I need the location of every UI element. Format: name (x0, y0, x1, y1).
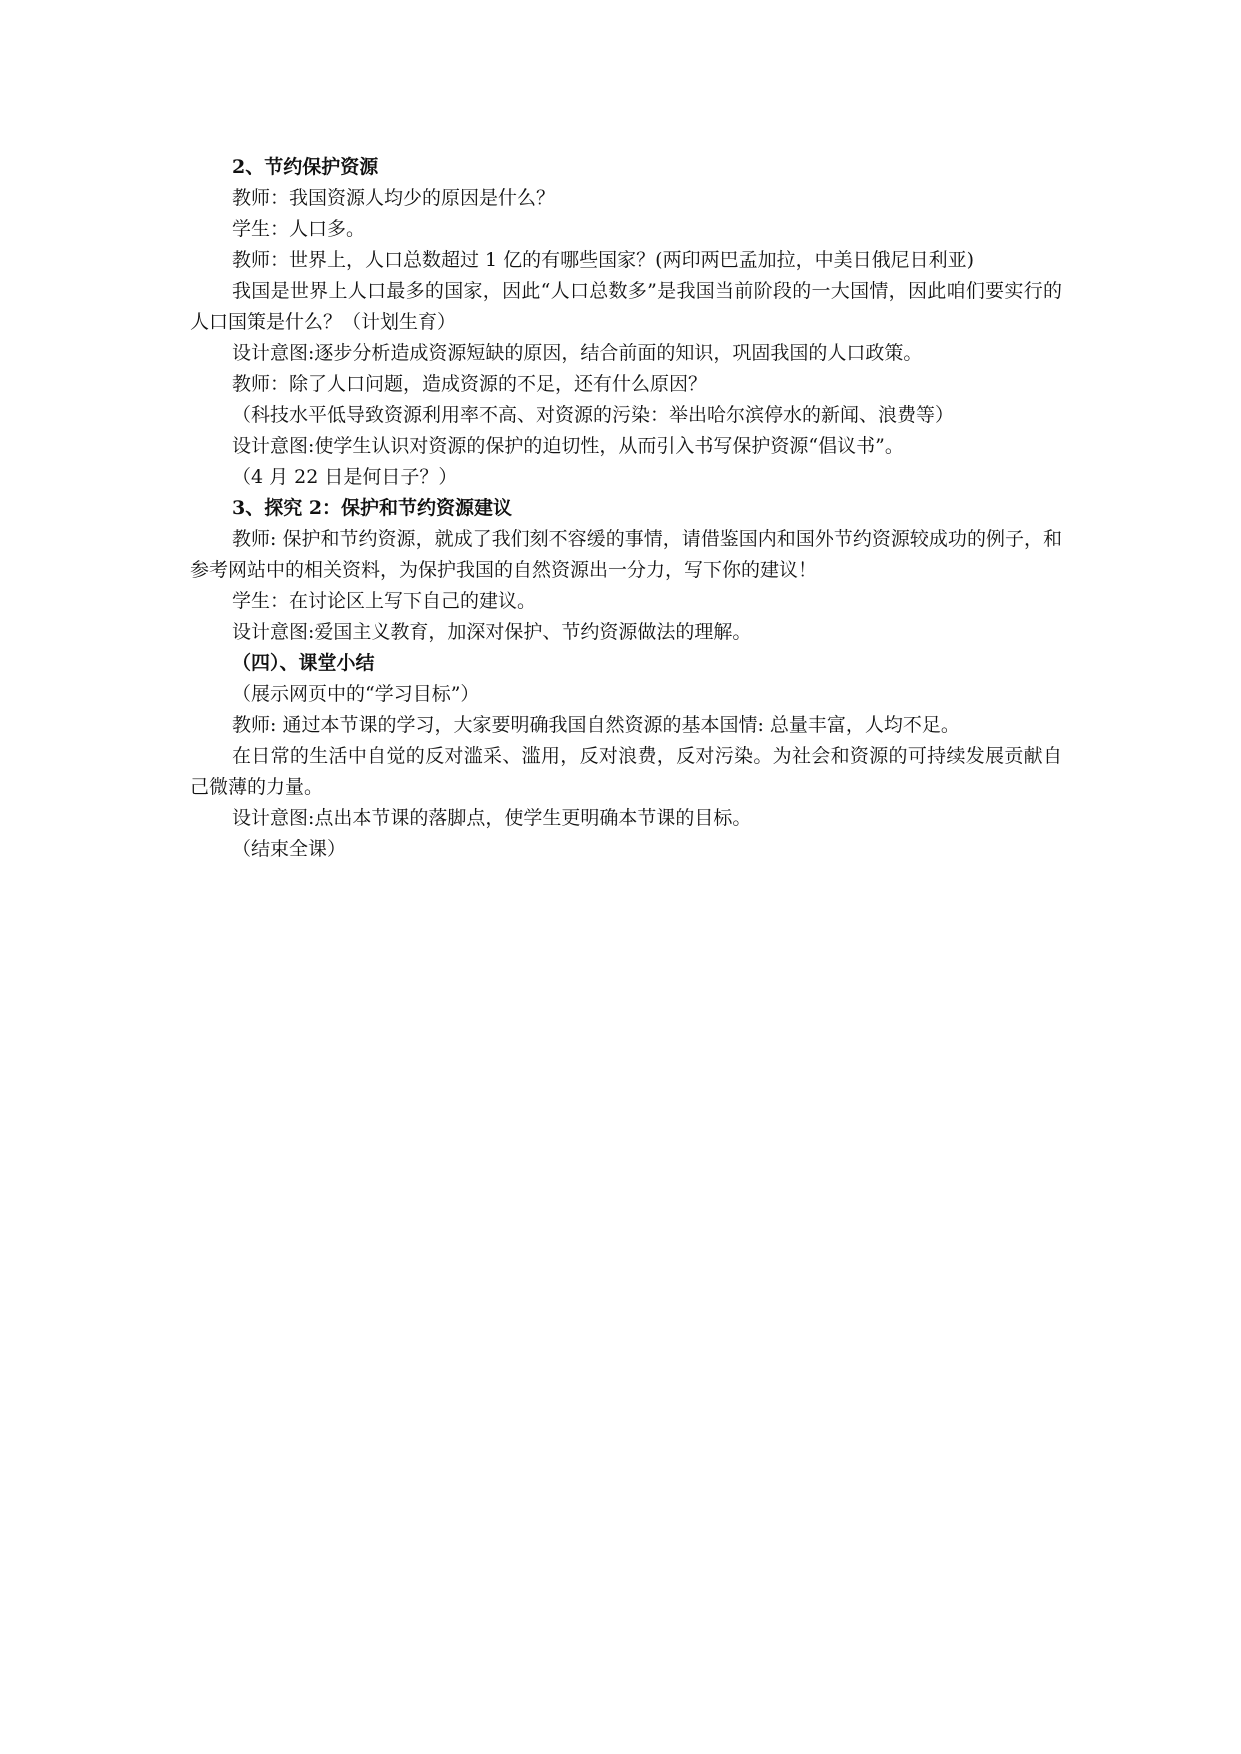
design-intent-4: 设计意图:点出本节课的落脚点，使学生更明确本节课的目标。 (232, 807, 752, 829)
end-of-lesson: （结束全课） (232, 838, 347, 860)
student-answer-population: 学生：人口多。 (232, 218, 366, 240)
teacher-summary: 教师: 通过本节课的学习，大家要明确我国自然资源的基本国情: 总量丰富，人均不足。 (232, 714, 960, 736)
teacher-question-reason: 教师：我国资源人均少的原因是什么？ (232, 187, 556, 209)
teacher-suggestion-paragraph: 教师: 保护和节约资源，就成了我们刻不容缓的事情，请借鉴国内和国外节约资源较成功的例子，和参考网站中的相关资料，为保护我国的自然资源出一分力，写下你的建议！ (190, 528, 1062, 581)
student-write-suggestion: 学生：在讨论区上写下自己的建议。 (232, 590, 537, 612)
design-intent-1: 设计意图:逐步分析造成资源短缺的原因，结合前面的知识，巩固我国的人口政策。 (232, 342, 923, 364)
document-body (190, 152, 1062, 865)
design-intent-2: 设计意图:使学生认识对资源的保护的迫切性，从而引入书写保护资源“倡议书”。 (232, 435, 904, 457)
show-learning-goals: （展示网页中的“学习目标”） (232, 683, 480, 705)
section-heading-explore-2: 3、探究 2：保护和节约资源建议 (232, 497, 513, 519)
population-policy-paragraph: 我国是世界上人口最多的国家，因此“人口总数多”是我国当前阶段的一大国情，因此咱们要实行的人口国策是什么？（计划生育） (190, 280, 1062, 333)
other-reasons-note: （科技水平低导致资源利用率不高、对资源的污染：举出哈尔滨停水的新闻、浪费等） (232, 404, 955, 426)
section-heading-save-resources: 2、节约保护资源 (232, 156, 379, 178)
daily-life-paragraph: 在日常的生活中自觉的反对滥采、滥用，反对浪费，反对污染。为社会和资源的可持续发展贡献自己微薄的力量。 (190, 745, 1062, 798)
teacher-question-countries: 教师：世界上，人口总数超过 1 亿的有哪些国家？(两印两巴孟加拉，中美日俄尼日利亚) (232, 249, 974, 271)
design-intent-3: 设计意图:爱国主义教育，加深对保护、节约资源做法的理解。 (232, 621, 752, 643)
section-heading-summary: （四）、课堂小结 (232, 652, 375, 674)
teacher-question-other-reasons: 教师：除了人口问题，造成资源的不足，还有什么原因？ (232, 373, 708, 395)
earth-day-question: （4 月 22 日是何日子？） (232, 466, 458, 488)
